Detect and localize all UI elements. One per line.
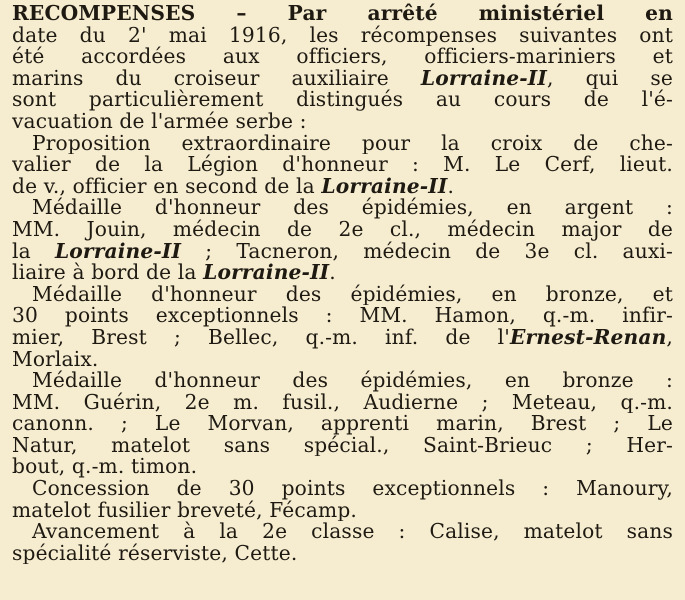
- text-segment: mier, Brest ; Bellec, q.-m. inf. de l': [12, 326, 510, 349]
- text-line: [12, 111, 673, 133]
- text-line: [12, 197, 673, 219]
- text-line: [12, 543, 673, 565]
- ship-name: Lorraine-II: [420, 67, 547, 90]
- text-line: [12, 176, 673, 198]
- text-line: [12, 219, 673, 241]
- text-line: [12, 68, 673, 90]
- text-segment: RECOMPENSES – Par arrêté ministériel en: [12, 3, 673, 25]
- text-segment: spécialité réserviste, Cette.: [12, 542, 298, 565]
- text-line: [12, 262, 673, 284]
- text-segment: .: [329, 262, 336, 284]
- text-line: [12, 305, 673, 327]
- text-segment: MM. Jouin, médecin de 2e cl., médecin major de: [12, 218, 673, 241]
- text-line: [12, 456, 673, 478]
- text-segment: Natur, matelot sans spécial., Saint-Brieuc ; Her-: [12, 434, 673, 457]
- text-segment: .: [447, 175, 455, 198]
- text-line: [12, 25, 673, 47]
- text-line: [12, 349, 673, 371]
- text-line: [12, 133, 673, 155]
- ship-name: Lorraine-II: [54, 240, 182, 263]
- text-segment: la: [12, 240, 55, 263]
- text-line: [12, 284, 673, 306]
- text-segment: Morlaix.: [12, 348, 99, 371]
- text-line: [12, 327, 673, 349]
- ship-name: Ernest-Renan: [509, 326, 667, 349]
- text-segment: vacuation de l'armée serbe :: [12, 110, 307, 133]
- text-segment: , qui se: [547, 67, 673, 90]
- text-line: [12, 46, 673, 68]
- text-line: [12, 500, 673, 522]
- text-segment: marins du croiseur auxiliaire: [12, 67, 421, 90]
- article-text: [12, 3, 673, 564]
- text-line: [12, 241, 673, 263]
- text-segment: sont particulièrement distingués au cours de l'é-: [12, 89, 673, 111]
- text-segment: ; Tacneron, médecin de 3e cl. auxi-: [181, 240, 673, 263]
- text-line: [12, 370, 673, 392]
- text-line: [12, 413, 673, 435]
- text-segment: Médaille d'honneur des épidémies, en bronze, et: [32, 283, 673, 306]
- text-line: [12, 3, 673, 25]
- text-segment: canonn. ; Le Morvan, apprenti marin, Brest ; Le: [12, 413, 673, 435]
- text-segment: de v., officier en second de la: [12, 175, 322, 198]
- text-segment: 30 points exceptionnels : MM. Hamon, q.-m. infir-: [12, 305, 673, 327]
- text-segment: Avancement à la 2e classe : Calise, matelot sans: [32, 521, 673, 543]
- text-line: [12, 154, 673, 176]
- text-segment: ,: [666, 326, 673, 349]
- text-segment: liaire à bord de la: [12, 262, 204, 284]
- text-segment: Médaille d'honneur des épidémies, en argent :: [32, 197, 673, 219]
- ship-name: Lorraine-II: [321, 175, 448, 198]
- text-segment: date du 2' mai 1916, les récompenses suivantes ont: [12, 24, 673, 47]
- text-segment: bout, q.-m. timon.: [12, 456, 198, 479]
- text-segment: Concession de 30 points exceptionnels : Manoury,: [32, 478, 673, 500]
- text-line: [12, 521, 673, 543]
- text-line: [12, 478, 673, 500]
- text-line: [12, 392, 673, 414]
- text-segment: Médaille d'honneur des épidémies, en bronze :: [32, 370, 673, 392]
- text-line: [12, 435, 673, 457]
- ship-name: Lorraine-II: [203, 262, 330, 284]
- text-segment: Proposition extraordinaire pour la croix de che-: [32, 132, 673, 155]
- text-line: [12, 89, 673, 111]
- text-segment: MM. Guérin, 2e m. fusil., Audierne ; Meteau, q.-m.: [12, 391, 673, 414]
- text-segment: matelot fusilier breveté, Fécamp.: [12, 499, 357, 522]
- text-segment: valier de la Légion d'honneur : M. Le Cerf, lieut.: [12, 154, 673, 176]
- text-segment: été accordées aux officiers, officiers-mariniers et: [12, 46, 673, 68]
